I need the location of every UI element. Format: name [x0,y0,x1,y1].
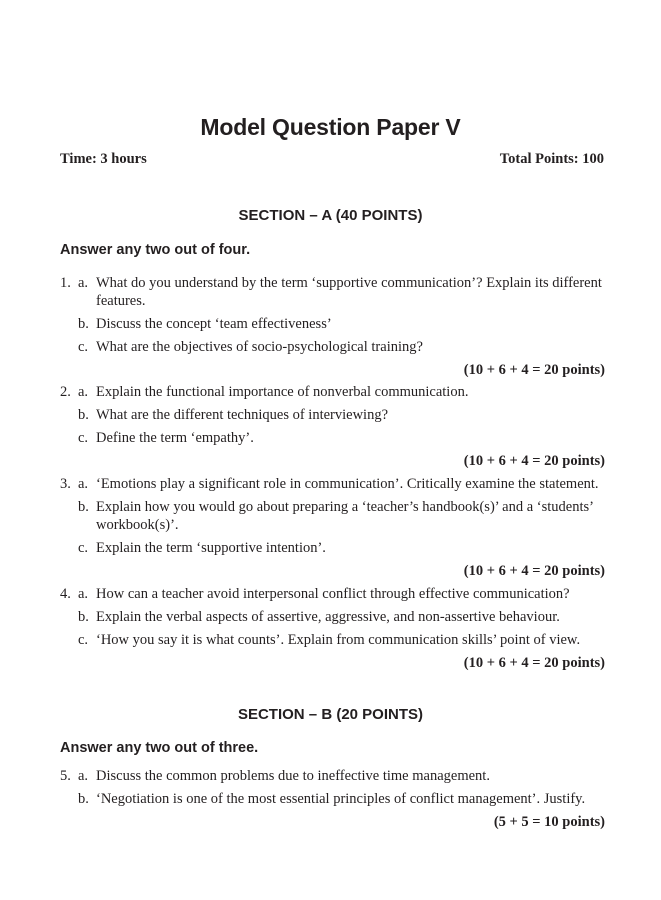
item-text: What are the different techniques of interviewing? [96,407,389,423]
question-number: 4. [60,586,71,602]
section-b-heading: SECTION – B (20 POINTS) [237,706,424,723]
item-letter: b. [78,499,89,515]
question-3 [60,475,605,580]
question-item [60,406,605,424]
item-text: What are the objectives of socio-psychological training? [96,339,423,355]
section-b-instruction: Answer any two out of three. [60,740,259,756]
question-item [60,585,605,603]
item-text: What do you understand by the term ‘supportive communication’? Explain its different features. [96,275,602,309]
question-item [60,315,605,333]
item-text: How can a teacher avoid interpersonal conflict through effective communication? [96,586,570,602]
item-text: Explain the term ‘supportive intention’. [96,540,326,556]
question-item [60,274,605,310]
section-a-instruction: Answer any two out of four. [60,242,251,258]
question-item [60,539,605,557]
marks-label: (10 + 6 + 4 = 20 points) [463,362,605,378]
item-letter: c. [78,339,89,355]
item-text: ‘How you say it is what counts’. Explain from communication skills’ point of view. [96,632,581,648]
item-letter: a. [78,476,89,492]
question-number: 1. [60,275,71,291]
question-1 [60,274,605,379]
item-text: Discuss the common problems due to ineffective time management. [96,768,490,784]
question-4 [60,585,605,672]
question-item [60,608,605,626]
item-text: Explain the functional importance of nonverbal communication. [96,384,469,400]
question-item [60,383,605,401]
question-item [60,498,605,534]
item-letter: c. [78,632,89,648]
item-letter: a. [78,275,89,291]
item-letter: a. [78,586,89,602]
time-label: Time: 3 hours [60,151,147,167]
question-2 [60,383,605,470]
question-5 [60,767,605,831]
question-item [60,475,605,493]
marks-label: (10 + 6 + 4 = 20 points) [463,563,605,579]
item-letter: a. [78,384,89,400]
item-letter: c. [78,540,89,556]
question-number: 3. [60,476,71,492]
item-text: Define the term ‘empathy’. [96,430,254,446]
item-text: Discuss the concept ‘team effectiveness’ [96,316,332,332]
marks-label: (5 + 5 = 10 points) [493,814,605,830]
item-letter: b. [78,791,89,807]
item-letter: b. [78,316,89,332]
question-item [60,631,605,649]
item-text: ‘Negotiation is one of the most essential principles of conflict management’. Justify. [96,791,586,807]
question-item [60,790,605,808]
page-title: Model Question Paper V [200,114,461,140]
section-a-heading: SECTION – A (40 POINTS) [238,207,423,224]
total-points-label: Total Points: 100 [499,151,604,167]
item-text: Explain how you would go about preparing a ‘teacher’s handbook(s)’ and a ‘students’ workbook(s)’. [96,499,593,533]
item-text: Explain the verbal aspects of assertive, aggressive, and non-assertive behaviour. [96,609,560,625]
question-item [60,767,605,785]
question-item [60,338,605,356]
question-number: 2. [60,384,71,400]
item-text: ‘Emotions play a significant role in communication’. Critically examine the statement. [96,476,599,492]
item-letter: b. [78,609,89,625]
marks-label: (10 + 6 + 4 = 20 points) [463,655,605,671]
item-letter: b. [78,407,89,423]
item-letter: a. [78,768,89,784]
item-letter: c. [78,430,89,446]
question-number: 5. [60,768,71,784]
question-item [60,429,605,447]
marks-label: (10 + 6 + 4 = 20 points) [463,453,605,469]
